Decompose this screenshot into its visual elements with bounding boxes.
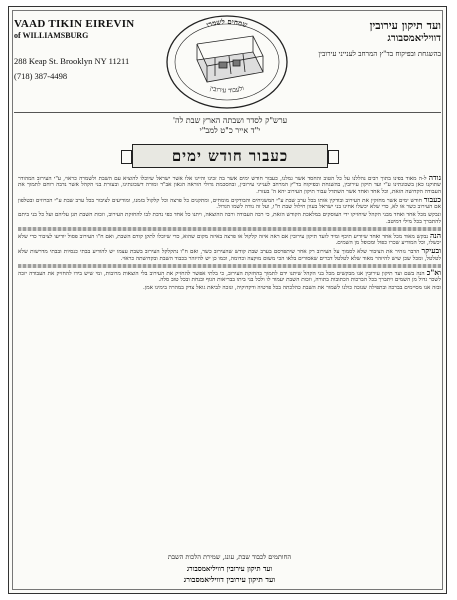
paragraph bbox=[18, 248, 441, 262]
notice-title: כעבור חודש ימים bbox=[132, 144, 328, 168]
header-divider bbox=[14, 112, 441, 113]
footer-closing: החותמים לכבוד שבת, עונג, שמירת הלכות השבת bbox=[167, 553, 292, 561]
paragraph bbox=[18, 212, 441, 225]
org-location-en: of WILLIAMSBURG bbox=[14, 31, 89, 40]
paragraph-text: נבקש מאוד מכל אחד ואחד שיודיע תיכף ומיד לועד תיקון עירובין אם ראה איזה קלקול או פרצה באיזה מקום שהוא, כדי שיוכלו לתקן קודם השבת, ואם ח"ו העירוב פסול יודיעו לציבור כדי שלא יכשלו, וכל המודיע שכרו כפול ומכופל מן השמים. bbox=[18, 233, 441, 246]
date-line bbox=[160, 116, 300, 136]
paragraph bbox=[18, 285, 441, 291]
svg-text:שמחים לשמרו bbox=[205, 17, 248, 29]
org-name-he: ועד תיקון עירובין bbox=[369, 19, 441, 32]
paragraph-lead: ובעיקר bbox=[421, 246, 441, 256]
paragraph bbox=[18, 175, 441, 195]
logo-text-bottom: ולעבוד עירובין bbox=[208, 84, 246, 95]
paragraph-text: הנה בשם ועד תיקון עירובין אנו מבקשים מכל בני הקהל שיתנו ידם לתמוך בהחזקת העירוב, כי בלתי אפשר להחזיק את העירוב בלי הוצאות מרובות, ומי שיש בידו להחזיק את העבודה יזכה לשכר גדול מן השמים ויתברך בכל הברכות הכתובות בתורה, וזכות השבת יעמוד לו ולכל בני ביתו בבריאות הגוף ובנחת ובכל טוב סלה. bbox=[18, 270, 441, 283]
footer-org: ועד תיקון עירובין דוויליאמסבורג bbox=[183, 575, 276, 584]
paragraph-lead: כעבור bbox=[423, 194, 441, 204]
hebrew-date: י"ד אייר כ"ט למב"י bbox=[199, 126, 261, 135]
org-supervision-he: בהשגחת ובפיקוח בד"ץ המרחב לענייני עירובין bbox=[318, 50, 441, 58]
paragraph-text: ונבקש מכל אחד ואחד מבני הקהל שיחזיקו ידי העוסקים במלאכת הקודש הזאת, כי רבה העבודה ורבה ההוצאה, ויתנו כל אחד כפי נדבת לבו להחזקת העירוב, וזכות השבת תגן עליהם ועל כל בני ביתם להתברך בכל מילי דמיטב. bbox=[18, 212, 441, 225]
logo-text-top: שמחים לשמרו bbox=[205, 16, 249, 30]
org-location-he: דוויליאמסבורג bbox=[387, 33, 441, 44]
eruv-enclosure-icon bbox=[197, 36, 263, 82]
paragraph-lead: הנה bbox=[429, 230, 441, 240]
paragraph-text: ל-ה מאוד בפינו בתוך רבים נהללנו על כל הטוב והחסד אשר גמלנו, כעבור חודש ימים אשר בה זכינו והיינו אלו אשר ישראל שיוכלו להוציא עם השבת ולשמרה כראוי, ע"י העירוב המהודר שתוקנו כאן בשכונתינו ע"י ועד תיקון עירובין, בהשגחת ובפיקוח בד"ץ המרחב לענייני עירובין, ובהסכמת גדולי הוראה הגאון אב"ד ומורה דשכונתינו, ובעזרת בני הקהל אשר נדבה רוחם לתמוך את העבודה הקדושה הזאת, וכל אחד ואחד אשר השתדל עבור תיקון העירוב יהא ה' בעזרו. bbox=[18, 176, 441, 195]
header-hebrew bbox=[291, 20, 441, 58]
paragraph-text: חודש ימים אשר מחזקין את העירוב ובודקין אותו בכל ערב שבת ע"י המשגיחים והבודקים מומחים, ומתקנים כל פרצה וכל קלקול בזמנו, ומודיעים לציבור בכל ערב שבת ע"י הכרוזים ובטלפון אם העירוב כשר או לא, כדי שלא יכשלו אחינו בני ישראל בעוון חילול שבת ח"ו, ועל זה נודה לשמו הגדול. bbox=[18, 197, 441, 210]
phone-number: (718) 387-4498 bbox=[14, 71, 68, 81]
address: 288 Keap St. Brooklyn NY 11211 bbox=[14, 56, 130, 66]
parsha-line: ערש"ק לסדר ושבתה הארץ שבת לה' bbox=[172, 116, 288, 125]
section-divider bbox=[18, 264, 441, 268]
paragraph-lead: נודה bbox=[428, 175, 441, 182]
paragraph-text: הדבר נזהיר את הציבור שלא לסמוך על העירוב רק אחר שיתפרסם בערב שבת קודש שהעירוב כשר, ואם ח"ו נתקלקל העירוב בשבת עצמו יש להודיע בבתי כנסיות ובבתי מדרשות שלא לטלטל, ומכל שכן שיש להיזהר מאוד שלא לטלטל דברים שאסורים בלאו הכי משום מוקצה וכדומה, וכמו כן יש להיזהר בכבוד השבת ובקדושתה כראוי. bbox=[18, 249, 441, 262]
svg-text:ולעבוד עירובין bbox=[209, 84, 245, 94]
paragraph-text: ובזה אנו מסיימים בברכה ובתפילה שנזכה כולנו לשמור את השבת כהלכתה בכל פרטיה ודקדוקיה, ונזכה לביאת גואל צדק במהרה בימינו אמן. bbox=[143, 285, 441, 292]
eruv-logo bbox=[165, 14, 290, 110]
paragraph bbox=[18, 267, 441, 284]
footer-signature: ועד תיקון עירובין דוויליאמסבורג bbox=[186, 564, 273, 573]
org-name-en: VAAD TIKIN EIREVIN bbox=[14, 18, 135, 30]
paragraph bbox=[18, 194, 441, 211]
header-english bbox=[14, 18, 164, 81]
paragraph-lead: וא"כ bbox=[426, 267, 441, 277]
notice-body bbox=[18, 175, 441, 545]
section-divider bbox=[18, 227, 441, 231]
paragraph bbox=[18, 230, 441, 247]
